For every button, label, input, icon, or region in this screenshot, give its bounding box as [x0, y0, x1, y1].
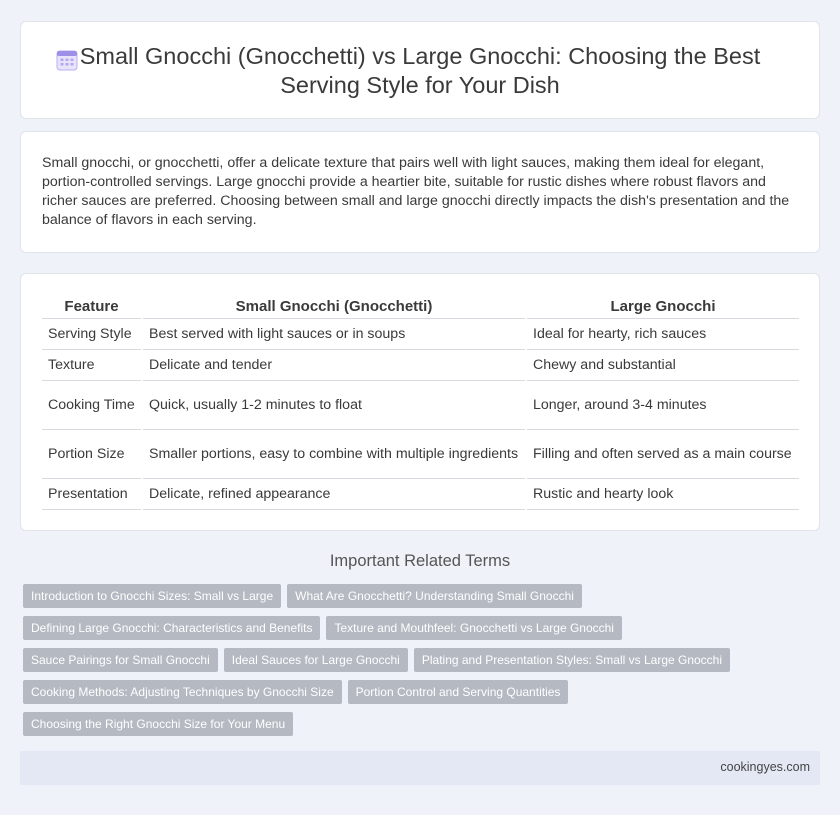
table-cell: Cooking Time: [42, 380, 142, 429]
page-title: Small Gnocchi (Gnocchetti) vs Large Gnocchi: Choosing the Best Serving Style for Your Dish: [79, 43, 761, 98]
table-cell: Serving Style: [42, 318, 142, 349]
table-row: [42, 478, 799, 509]
title-card: [20, 21, 820, 119]
intro-card: [20, 131, 820, 253]
table-row: [42, 349, 799, 380]
table-row: [42, 380, 799, 429]
related-terms-heading: Important Related Terms: [329, 552, 511, 570]
table-header-row: [42, 294, 799, 318]
related-term-tag[interactable]: Defining Large Gnocchi: Characteristics and Benefits: [23, 616, 320, 640]
related-term-tag[interactable]: Portion Control and Serving Quantities: [348, 680, 569, 704]
comparison-card: [20, 273, 820, 531]
table-cell: Smaller portions, easy to combine with multiple ingredients: [142, 429, 526, 478]
related-term-tag[interactable]: Cooking Methods: Adjusting Techniques by Gnocchi Size: [23, 680, 342, 704]
table-row: [42, 429, 799, 478]
column-header: Small Gnocchi (Gnocchetti): [142, 294, 526, 318]
site-link[interactable]: cookingyes.com: [720, 760, 810, 774]
comparison-table: [42, 294, 799, 510]
intro-paragraph: Small gnocchi, or gnocchetti, offer a delicate texture that pairs well with light sauces, making them ideal for elegant, portion-controlled servings. Large gnocchi provide a heartier bite, suitable for rustic dishes where robust flavors and richer sauces are preferred. Choosing between small and large gnocchi directly impacts the dish's presentation and the balance of flavors in each serving.: [42, 155, 790, 228]
related-term-tag[interactable]: Ideal Sauces for Large Gnocchi: [224, 648, 408, 672]
related-term-tag[interactable]: What Are Gnocchetti? Understanding Small Gnocchi: [287, 584, 582, 608]
footer: [20, 751, 820, 785]
table-cell: Portion Size: [42, 429, 142, 478]
column-header: Large Gnocchi: [526, 294, 799, 318]
table-cell: Rustic and hearty look: [526, 478, 799, 509]
table-cell: Best served with light sauces or in soups: [142, 318, 526, 349]
table-cell: Filling and often served as a main course: [526, 429, 799, 478]
table-cell: Longer, around 3-4 minutes: [526, 380, 799, 429]
related-term-tag[interactable]: Texture and Mouthfeel: Gnocchetti vs Large Gnocchi: [326, 616, 622, 640]
related-term-tag[interactable]: Plating and Presentation Styles: Small vs Large Gnocchi: [414, 648, 730, 672]
table-cell: Chewy and substantial: [526, 349, 799, 380]
related-terms-list: [23, 584, 803, 736]
table-cell: Delicate, refined appearance: [142, 478, 526, 509]
table-cell: Quick, usually 1-2 minutes to float: [142, 380, 526, 429]
table-cell: Texture: [42, 349, 142, 380]
table-cell: Ideal for hearty, rich sauces: [526, 318, 799, 349]
column-header: Feature: [42, 294, 142, 318]
related-term-tag[interactable]: Introduction to Gnocchi Sizes: Small vs Large: [23, 584, 281, 608]
table-cell: Presentation: [42, 478, 142, 509]
related-term-tag[interactable]: Sauce Pairings for Small Gnocchi: [23, 648, 218, 672]
table-cell: Delicate and tender: [142, 349, 526, 380]
table-row: [42, 318, 799, 349]
related-term-tag[interactable]: Choosing the Right Gnocchi Size for Your Menu: [23, 712, 293, 736]
